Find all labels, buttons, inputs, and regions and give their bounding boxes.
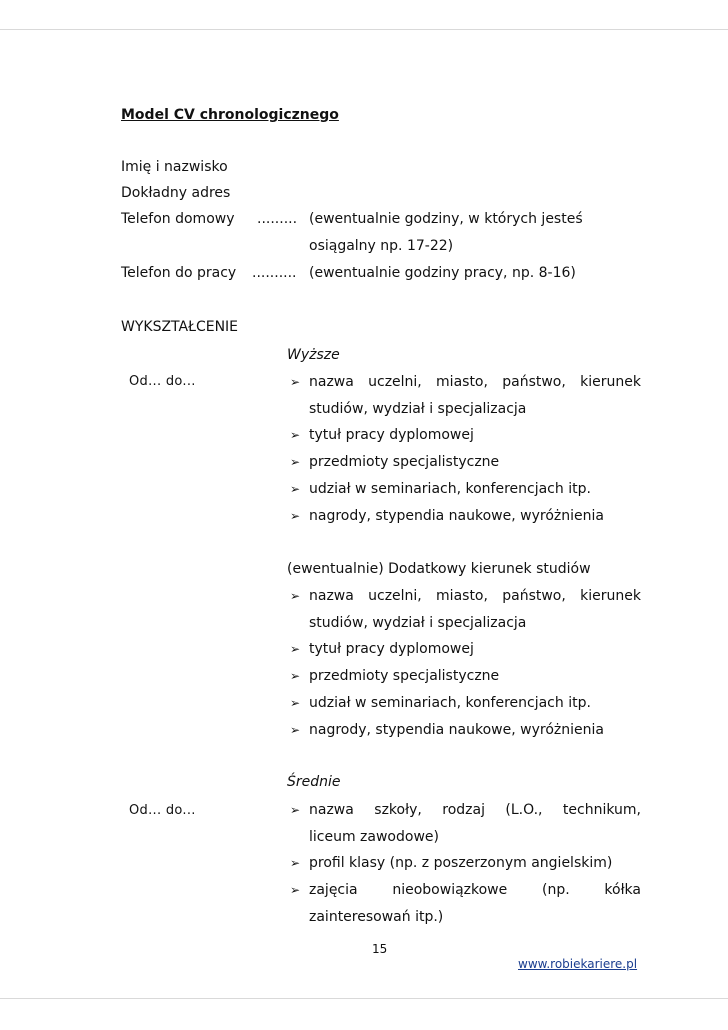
top-rule — [0, 29, 728, 30]
bullet-arrow-icon: ➢ — [290, 375, 301, 389]
home-phone-dots: ......... — [257, 211, 298, 227]
work-phone-dots: .......... — [252, 265, 297, 281]
address-label: Dokładny adres — [121, 185, 231, 201]
bullet-arrow-icon: ➢ — [290, 482, 301, 496]
bullet-arrow-icon: ➢ — [290, 696, 301, 710]
secondary-activities-cont: zainteresowań itp.) — [309, 909, 444, 925]
secondary-activities-line: zajęcia nieobowiązkowe (np. kółka — [309, 882, 641, 898]
bullet-arrow-icon: ➢ — [290, 669, 301, 683]
secondary-bullet-cont: liceum zawodowe) — [309, 829, 439, 845]
additional-bullet-cont: studiów, wydział i specjalizacja — [309, 615, 527, 631]
higher-date-range: Od... do... — [129, 374, 196, 389]
bullet-arrow-icon: ➢ — [290, 642, 301, 656]
document-title: Model CV chronologicznego — [121, 107, 339, 123]
additional-thesis-item: tytuł pracy dyplomowej — [309, 641, 474, 657]
additional-subjects-item: przedmioty specjalistyczne — [309, 668, 500, 684]
secondary-bullet-line: nazwa szkoły, rodzaj (L.O., technikum, — [309, 802, 641, 818]
higher-education-title: Wyższe — [287, 347, 340, 363]
bullet-arrow-icon: ➢ — [290, 589, 301, 603]
bullet-arrow-icon: ➢ — [290, 883, 301, 897]
home-phone-note-cont: osiągalny np. 17-22) — [309, 238, 454, 254]
bullet-arrow-icon: ➢ — [290, 856, 301, 870]
bullet-arrow-icon: ➢ — [290, 803, 301, 817]
higher-thesis-item: tytuł pracy dyplomowej — [309, 427, 474, 443]
bullet-arrow-icon: ➢ — [290, 723, 301, 737]
secondary-date-range: Od... do... — [129, 803, 196, 818]
higher-seminars-item: udział w seminariach, konferencjach itp. — [309, 481, 591, 497]
website-link[interactable]: www.robiekariere.pl — [518, 957, 638, 971]
bullet-arrow-icon: ➢ — [290, 455, 301, 469]
additional-awards-item: nagrody, stypendia naukowe, wyróżnienia — [309, 722, 604, 738]
name-label: Imię i nazwisko — [121, 159, 228, 175]
higher-subjects-item: przedmioty specjalistyczne — [309, 454, 500, 470]
education-heading: WYKSZTAŁCENIE — [121, 319, 239, 335]
bullet-arrow-icon: ➢ — [290, 428, 301, 442]
secondary-education-title: Średnie — [287, 774, 341, 790]
work-phone-label: Telefon do pracy — [121, 265, 237, 281]
work-phone-note: (ewentualnie godziny pracy, np. 8-16) — [309, 265, 576, 281]
higher-bullet-cont: studiów, wydział i specjalizacja — [309, 401, 527, 417]
page-number: 15 — [372, 942, 388, 956]
home-phone-label: Telefon domowy — [121, 211, 235, 227]
additional-seminars-item: udział w seminariach, konferencjach itp. — [309, 695, 591, 711]
secondary-class-profile-item: profil klasy (np. z poszerzonym angielskim) — [309, 855, 613, 871]
bottom-rule — [0, 998, 728, 999]
higher-bullet-line: nazwa uczelni, miasto, państwo, kierunek — [309, 374, 641, 390]
home-phone-note: (ewentualnie godziny, w których jesteś — [309, 211, 583, 227]
additional-studies-title: (ewentualnie) Dodatkowy kierunek studiów — [287, 561, 591, 577]
bullet-arrow-icon: ➢ — [290, 509, 301, 523]
additional-bullet-line: nazwa uczelni, miasto, państwo, kierunek — [309, 588, 641, 604]
higher-awards-item: nagrody, stypendia naukowe, wyróżnienia — [309, 508, 604, 524]
